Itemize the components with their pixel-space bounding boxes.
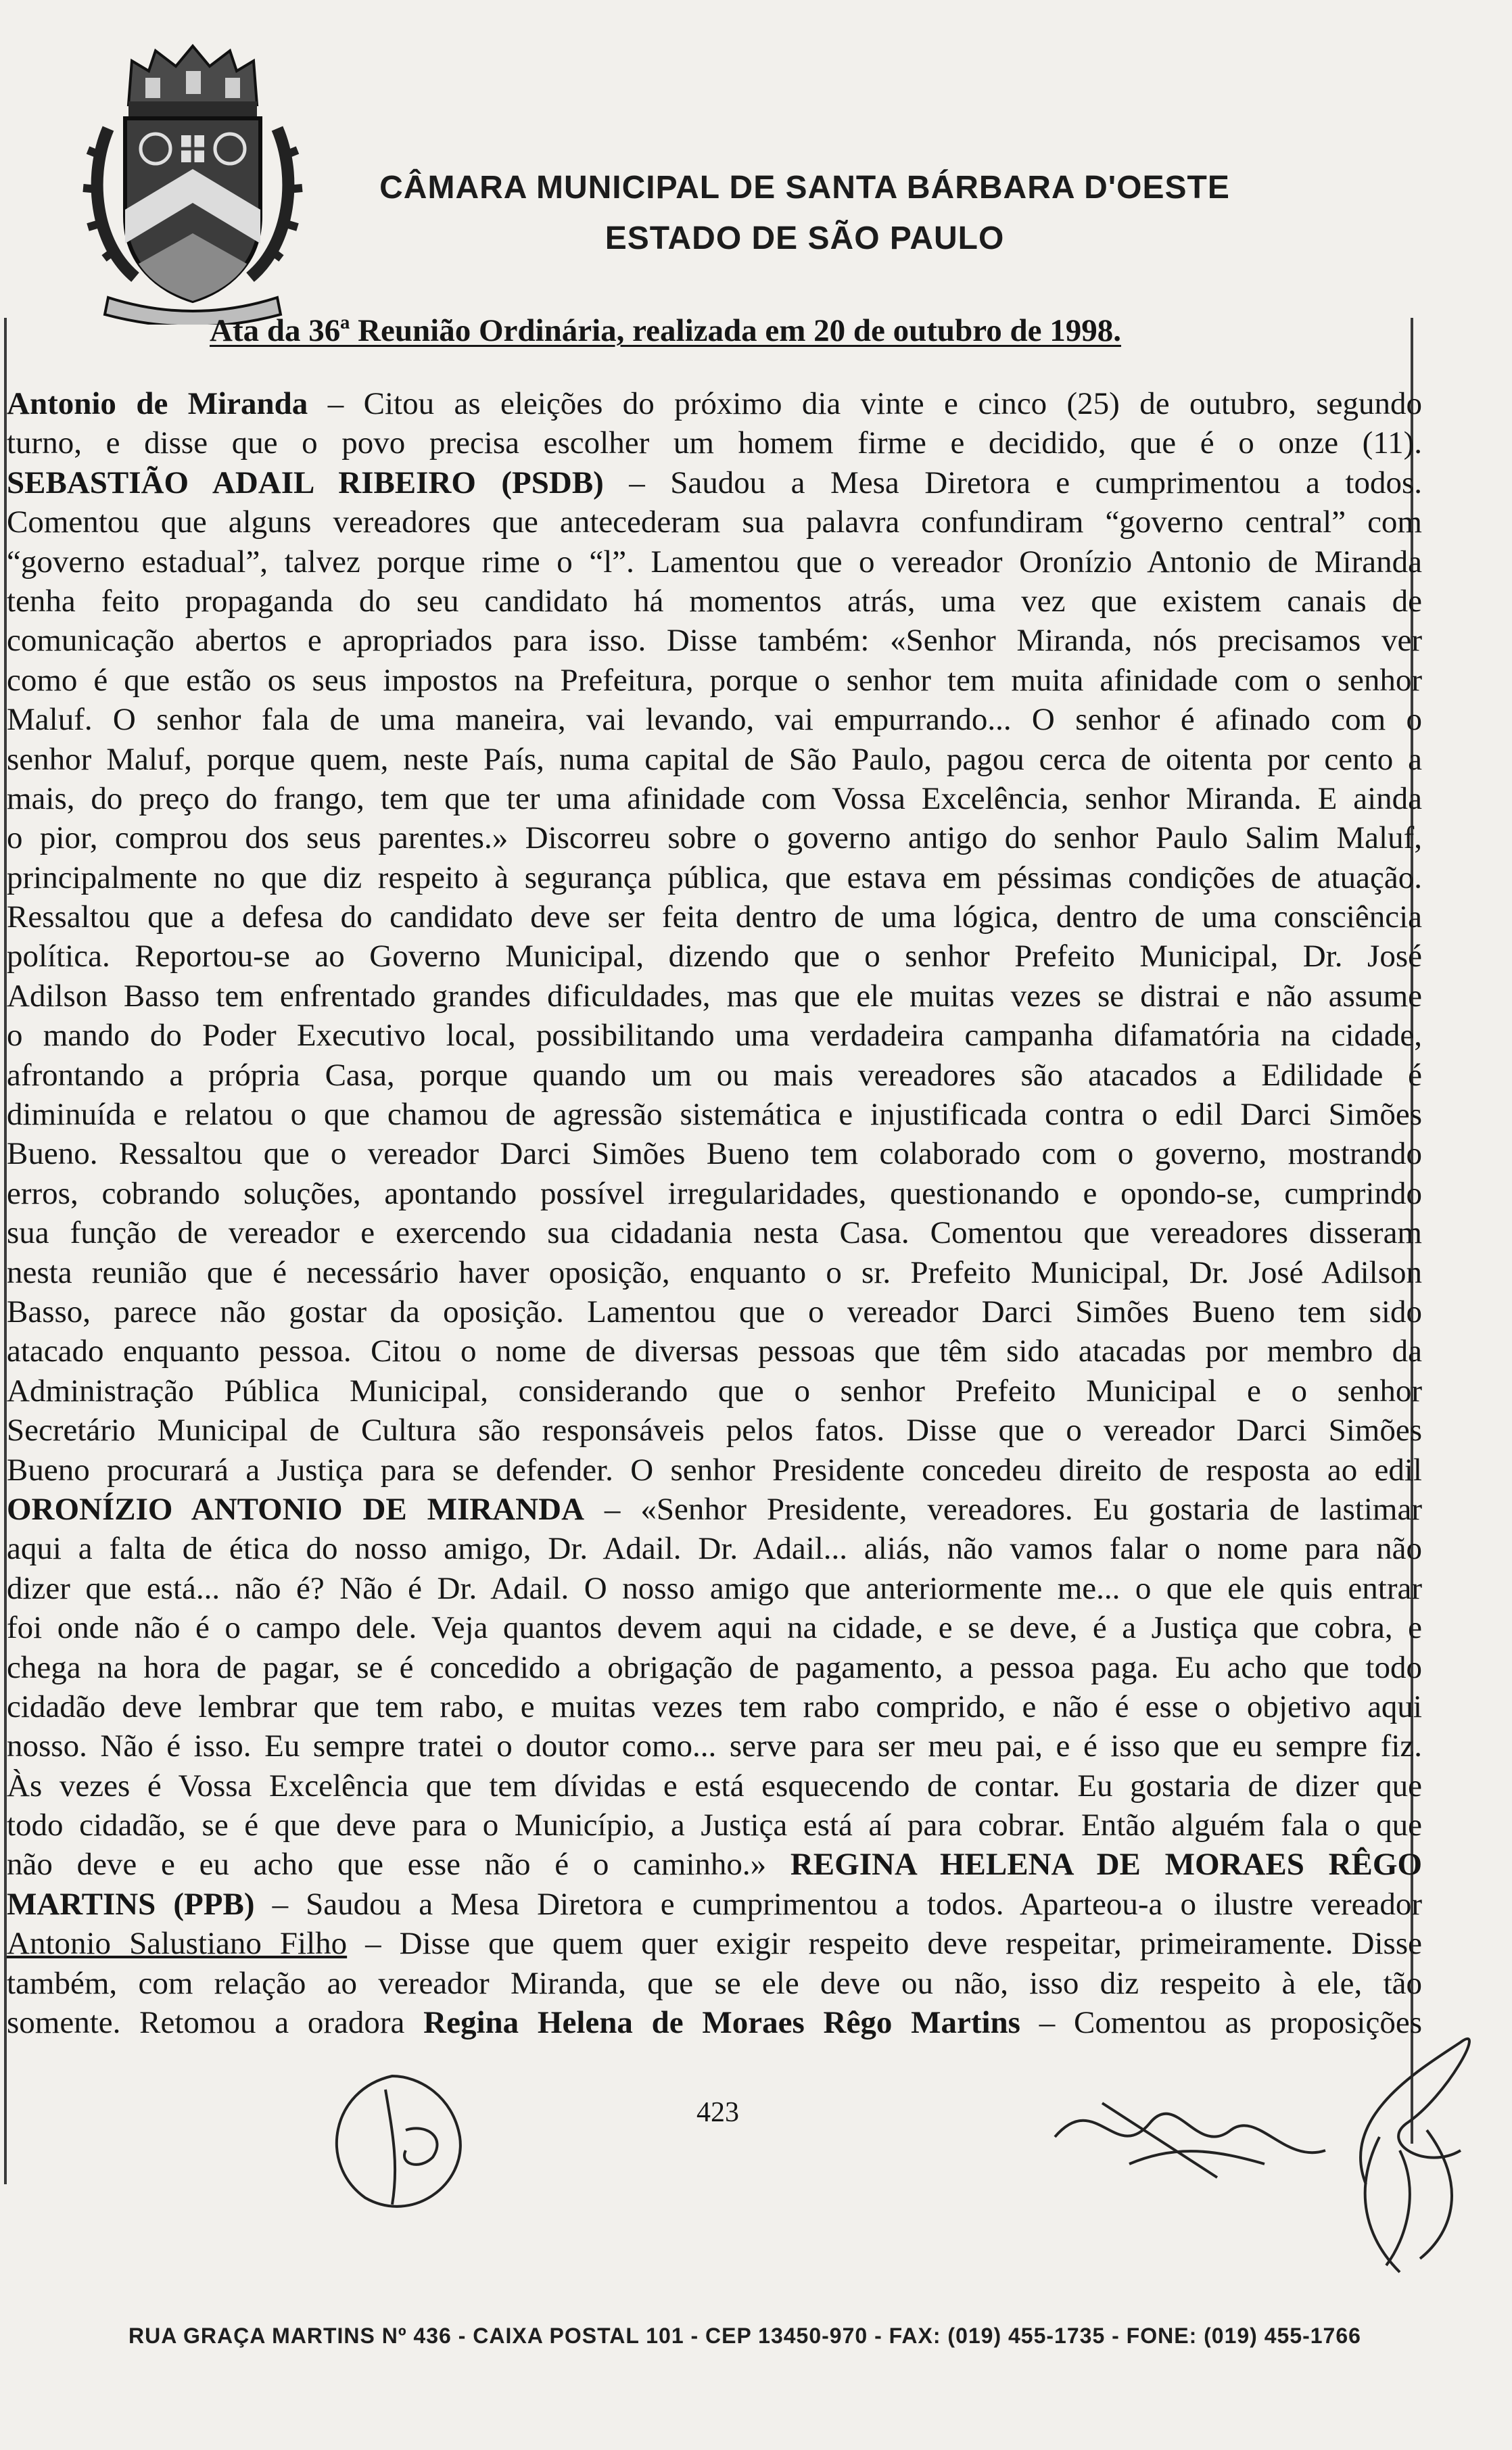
text-segment: turno, e disse que o povo precisa escolher um homem firme e decidido, que é o onze (11). (7, 425, 1422, 461)
text-segment: erros, cobrando soluções, apontando possível irregularidades, questionando e opondo-se, cumprindo (7, 1175, 1422, 1211)
text-line (7, 1451, 1422, 1490)
text-line (7, 1569, 1422, 1608)
state-name: ESTADO DE SÃO PAULO (605, 220, 1005, 256)
text-line (7, 1529, 1422, 1568)
text-line (7, 700, 1422, 739)
speaker-name: Antonio de Miranda (7, 386, 308, 421)
chamber-name: CÂMARA MUNICIPAL DE SANTA BÁRBARA D'OESTE (379, 170, 1230, 206)
text-segment: como é que estão os seus impostos na Prefeitura, porque o senhor tem muita afinidade com o senhor (7, 662, 1422, 698)
text-segment: Às vezes é Vossa Excelência que tem dívidas e está esquecendo de contar. Eu gostaria de dizer que (7, 1768, 1422, 1804)
text-line (7, 1490, 1422, 1529)
text-line (7, 1174, 1422, 1213)
text-segment: Ressaltou que a defesa do candidato deve ser feita dentro de uma lógica, dentro de uma consciência (7, 899, 1422, 935)
text-segment: nosso. Não é isso. Eu sempre tratei o doutor como... serve para ser meu pai, e é isso que eu sempre fiz. (7, 1728, 1422, 1764)
page-number: 423 (696, 2097, 739, 2128)
text-segment: – Disse que quem quer exigir respeito deve respeitar, primeiramente. Disse (347, 1926, 1422, 1962)
speaker-name: MARTINS (PPB) (7, 1886, 255, 1922)
text-line (7, 661, 1422, 700)
signature-2-icon (1041, 2063, 1339, 2198)
text-line (7, 976, 1422, 1016)
text-segment: não deve e eu acho que esse não é o caminho.» (7, 1847, 790, 1883)
text-segment: mais, do preço do frango, tem que ter uma afinidade com Vossa Excelência, senhor Miranda. E ainda (7, 780, 1422, 816)
minutes-body (7, 384, 1422, 2042)
text-line (7, 1253, 1422, 1292)
text-line (7, 423, 1422, 463)
text-line (7, 1016, 1422, 1055)
text-line (7, 502, 1422, 542)
text-segment: chega na hora de pagar, se é concedido a obrigação de pagamento, a pessoa paga. Eu acho que todo (7, 1649, 1422, 1685)
text-segment: aqui a falta de ética do nosso amigo, Dr. Adail. Dr. Adail... aliás, não vamos falar o nome para não (7, 1531, 1422, 1567)
text-line (7, 818, 1422, 857)
text-segment: Maluf. O senhor fala de uma maneira, vai levando, vai empurrando... O senhor é afinado com o (7, 702, 1422, 738)
text-line (7, 1608, 1422, 1647)
text-line (7, 1332, 1422, 1371)
coat-of-arms-icon (81, 41, 304, 325)
underlined-name: Antonio Salustiano Filho (7, 1926, 348, 1962)
text-segment: política. Reportou-se ao Governo Municipal, dizendo que o senhor Prefeito Municipal, Dr. José (7, 939, 1422, 974)
text-segment: somente. Retomou a oradora (7, 2005, 424, 2041)
text-line (7, 463, 1422, 502)
text-segment: também, com relação ao vereador Miranda, que se ele deve ou não, isso diz respeito à ele, tão (7, 1965, 1422, 2001)
text-line (7, 897, 1422, 937)
text-line (7, 1056, 1422, 1095)
text-segment: senhor Maluf, porque quem, neste País, numa capital de São Paulo, pagou cerca de oitenta por cento a (7, 741, 1422, 777)
text-segment: o mando do Poder Executivo local, possibilitando uma verdadeira campanha difamatória na cidade, (7, 1018, 1422, 1054)
speaker-name: SEBASTIÃO ADAIL RIBEIRO (PSDB) (7, 465, 604, 500)
text-segment: – Saudou a Mesa Diretora e cumprimentou a todos. (603, 465, 1422, 500)
text-segment: o pior, comprou dos seus parentes.» Discorreu sobre o governo antigo do senhor Paulo Salim Maluf, (7, 820, 1422, 856)
text-line (7, 1845, 1422, 1884)
text-line (7, 1687, 1422, 1726)
text-line (7, 1213, 1422, 1252)
text-line (7, 1134, 1422, 1173)
speaker-name: ORONÍZIO ANTONIO DE MIRANDA (7, 1491, 585, 1527)
text-line (7, 1411, 1422, 1450)
text-segment: “governo estadual”, talvez porque rime o “l”. Lamentou que o vereador Oronízio Antonio de Miranda (7, 544, 1422, 580)
text-segment: Bueno procurará a Justiça para se defender. O senhor Presidente concedeu direito de resposta ao edil (7, 1452, 1422, 1488)
text-segment: Adilson Basso tem enfrentado grandes dificuldades, mas que ele muitas vezes se distrai e não assume (7, 978, 1422, 1014)
text-line (7, 384, 1422, 423)
text-line (7, 1806, 1422, 1845)
text-line (7, 858, 1422, 897)
text-segment: – Citou as eleições do próximo dia vinte e cinco (25) de outubro, segundo (308, 386, 1422, 421)
footer-address: RUA GRAÇA MARTINS Nº 436 - CAIXA POSTAL 101 - CEP 13450-970 - FAX: (019) 455-1735 - FONE: (019) 455-1766 (128, 2324, 1361, 2348)
text-segment: sua função de vereador e exercendo sua cidadania nesta Casa. Comentou que vereadores disseram (7, 1215, 1422, 1251)
text-segment: todo cidadão, se é que deve para o Município, a Justiça está aí para cobrar. Então alguém fala o que (7, 1808, 1422, 1843)
text-segment: afrontando a própria Casa, porque quando um ou mais vereadores são atacados a Edilidade é (7, 1057, 1422, 1093)
text-segment: cidadão deve lembrar que tem rabo, e muitas vezes tem rabo comprido, e não é esse o objetivo aqui (7, 1689, 1422, 1724)
text-segment: tenha feito propaganda do seu candidato há momentos atrás, uma vez que existem canais de (7, 583, 1422, 619)
text-line (7, 779, 1422, 818)
text-segment: Bueno. Ressaltou que o vereador Darci Simões Bueno tem colaborado com o governo, mostrando (7, 1136, 1422, 1172)
text-segment: dizer que está... não é? Não é Dr. Adail. O nosso amigo que anteriormente me... o que ele quis entrar (7, 1570, 1422, 1606)
text-line (7, 1648, 1422, 1687)
speaker-name: REGINA HELENA DE MORAES RÊGO (790, 1847, 1422, 1883)
signature-1-icon (291, 2049, 514, 2225)
text-line (7, 1924, 1422, 1963)
text-segment: Administração Pública Municipal, considerando que o senhor Prefeito Municipal e o senhor (7, 1373, 1422, 1409)
text-segment: – Saudou a Mesa Diretora e cumprimentou a todos. Aparteou-a o ilustre vereador (254, 1886, 1422, 1922)
text-line (7, 1885, 1422, 1924)
text-segment: comunicação abertos e apropriados para isso. Disse também: «Senhor Miranda, nós precisamos ver (7, 623, 1422, 659)
text-segment: principalmente no que diz respeito à segurança pública, que estava em péssimas condições de atuação. (7, 859, 1422, 895)
text-line (7, 1964, 1422, 2003)
signature-3-icon (1325, 2015, 1508, 2286)
text-segment: nesta reunião que é necessário haver oposição, enquanto o sr. Prefeito Municipal, Dr. José Adilson (7, 1254, 1422, 1290)
text-line (7, 1726, 1422, 1766)
text-segment: – «Senhor Presidente, vereadores. Eu gostaria de lastimar (584, 1491, 1422, 1527)
text-line (7, 1095, 1422, 1134)
text-segment: – Comentou as proposições (1020, 2005, 1422, 2041)
text-line (7, 740, 1422, 779)
text-segment: foi onde não é o campo dele. Veja quantos devem aqui na cidade, e se deve, é a Justiça que cobra, e (7, 1610, 1422, 1646)
text-segment: Comentou que alguns vereadores que antecederam sua palavra confundiram “governo central” com (7, 504, 1422, 540)
text-line (7, 937, 1422, 976)
text-segment: atacado enquanto pessoa. Citou o nome de diversas pessoas que têm sido atacadas por membro da (7, 1334, 1422, 1369)
text-line (7, 1766, 1422, 1806)
speaker-name: Regina Helena de Moraes Rêgo Martins (423, 2005, 1020, 2041)
text-line (7, 1292, 1422, 1332)
text-segment: diminuída e relatou o que chamou de agressão sistemática e injustificada contra o edil Darci Simões (7, 1097, 1422, 1133)
text-line (7, 1371, 1422, 1411)
text-line (7, 2003, 1422, 2042)
text-line (7, 542, 1422, 582)
minutes-title: Ata da 36ª Reunião Ordinária, realizada em 20 de outubro de 1998. (210, 313, 1121, 348)
text-line (7, 621, 1422, 660)
text-line (7, 582, 1422, 621)
text-segment: Secretário Municipal de Cultura são responsáveis pelos fatos. Disse que o vereador Darci Simões (7, 1413, 1422, 1448)
text-segment: Basso, parece não gostar da oposição. Lamentou que o vereador Darci Simões Bueno tem sido (7, 1294, 1422, 1329)
